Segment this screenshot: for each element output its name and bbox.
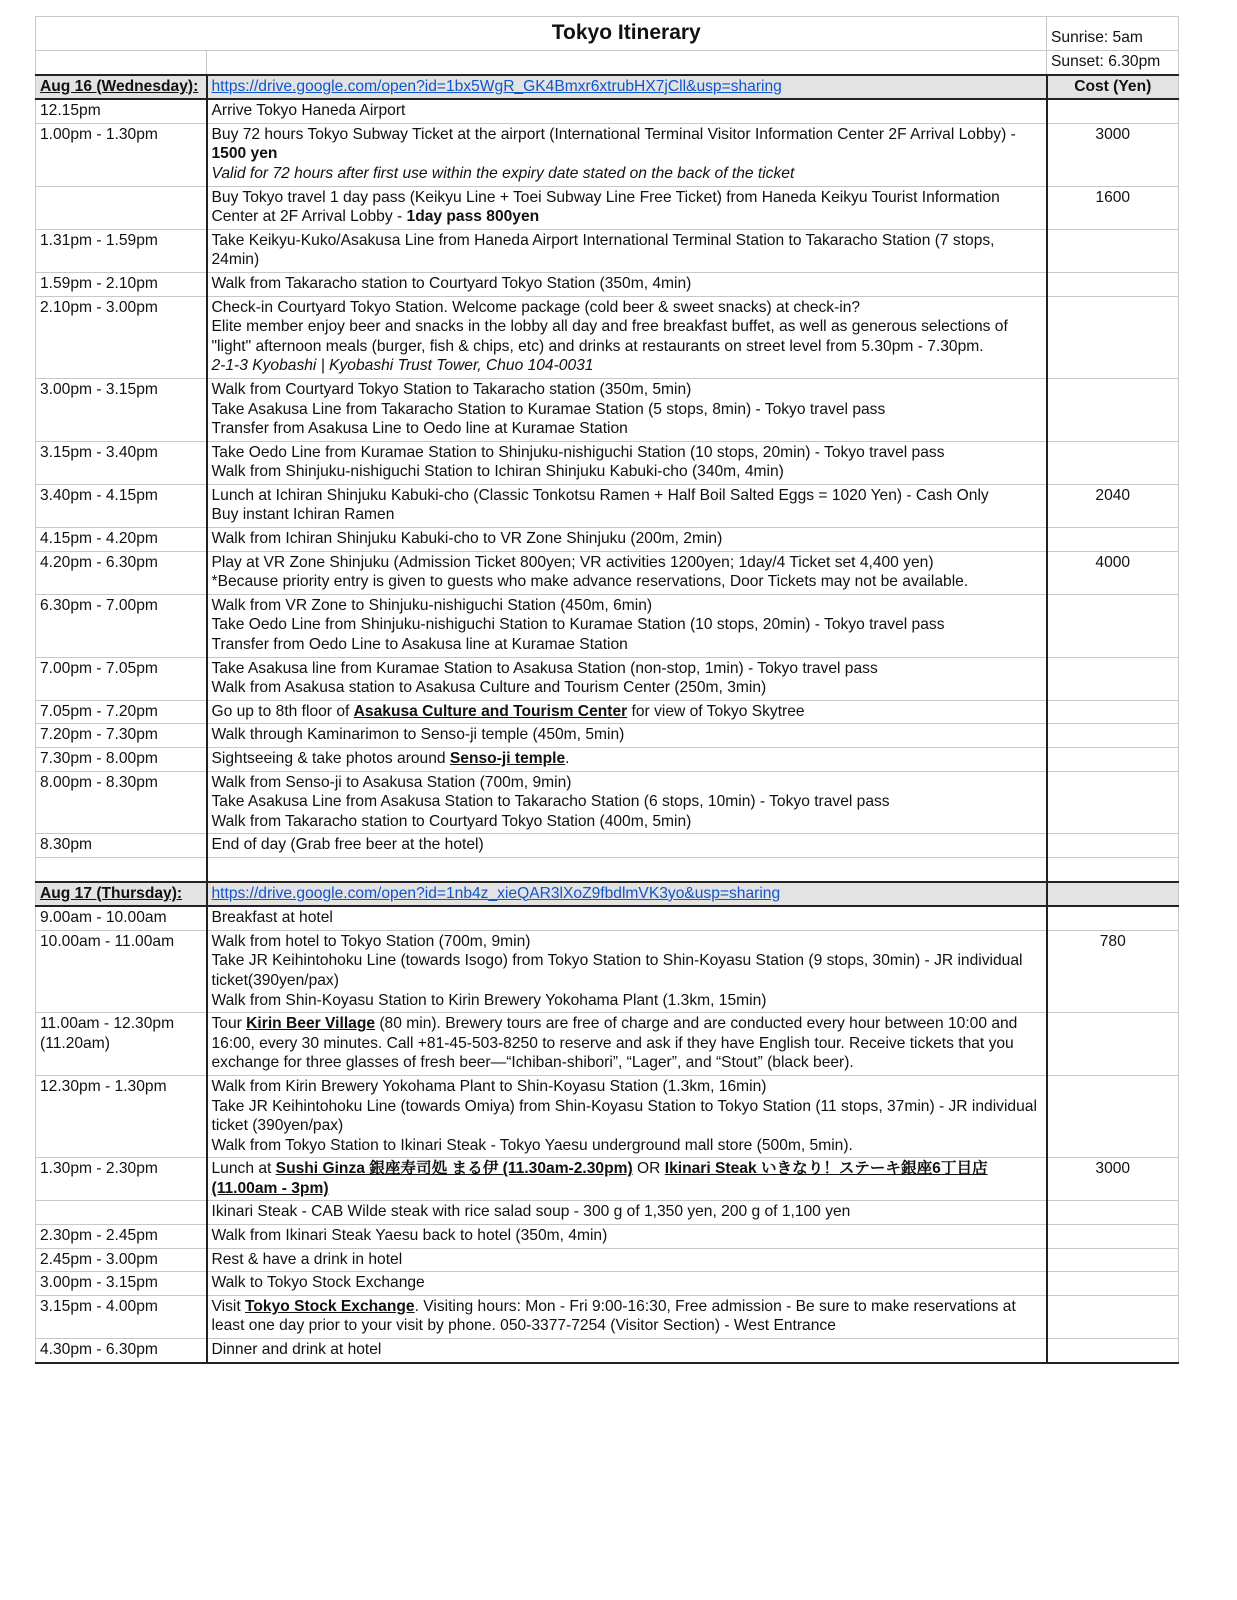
time-cell: 12.15pm — [36, 99, 207, 123]
activity-line — [212, 274, 1042, 294]
time-cell: 4.20pm - 6.30pm — [36, 551, 207, 594]
activity-line — [212, 932, 1042, 952]
time-cell: 7.30pm - 8.00pm — [36, 748, 207, 772]
time-cell: 3.15pm - 4.00pm — [36, 1295, 207, 1338]
sheet-body — [36, 17, 1179, 1363]
activity-text: Ikinari Steak - CAB Wilde steak with rice salad soup - 300 g of 1,350 yen, 200 g of 1,100 yen — [211, 1203, 851, 1221]
day2-label: Aug 17 (Thursday): — [36, 882, 207, 907]
itinerary-row — [36, 1075, 1179, 1157]
time-cell: 7.20pm - 7.30pm — [36, 724, 207, 748]
activity-text: Walk from Courtyard Tokyo Station to Takaracho station (350m, 5min) — [211, 380, 692, 398]
activity-text: Take JR Keihintohoku Line (towards Isogo) from Tokyo Station to Shin-Koyasu Station (9 stops, 30min) - JR individual ticket(390yen/pax) — [211, 952, 1023, 989]
place-link-text: Sushi Ginza 銀座寿司処 まる伊 (11.30am-2.30pm) — [275, 1160, 633, 1178]
time-cell: 6.30pm - 7.00pm — [36, 594, 207, 657]
itinerary-row — [36, 551, 1179, 594]
activity-text: Walk from Takaracho station to Courtyard Tokyo Station (350m, 4min) — [211, 274, 692, 292]
cost-cell — [1047, 441, 1179, 484]
itinerary-sheet — [35, 16, 1179, 1364]
activity-text: Transfer from Asakusa Line to Oedo line at Kuramae Station — [211, 420, 628, 438]
activity-cell — [207, 1272, 1047, 1296]
activity-line — [212, 1202, 1042, 1222]
itinerary-row — [36, 771, 1179, 834]
cost-cell — [1047, 296, 1179, 378]
activity-cell — [207, 484, 1047, 527]
activity-text: Take Asakusa Line from Takaracho Station to Kuramae Station (5 stops, 8min) - Tokyo travel pass — [211, 400, 886, 418]
time-cell: 7.00pm - 7.05pm — [36, 657, 207, 700]
blank-cell — [207, 857, 1047, 881]
cost-cell — [1047, 1295, 1179, 1338]
time-cell: 1.59pm - 2.10pm — [36, 272, 207, 296]
activity-text: Arrive Tokyo Haneda Airport — [211, 102, 406, 120]
activity-line — [212, 1014, 1042, 1073]
blank-cell — [36, 857, 207, 881]
time-cell: 9.00am - 10.00am — [36, 906, 207, 930]
activity-text: Visit — [211, 1297, 246, 1315]
activity-line — [212, 164, 1042, 184]
sunrise-cell: Sunrise: 5am — [1047, 17, 1179, 51]
activity-line — [212, 356, 1042, 376]
activity-line — [212, 951, 1042, 990]
activity-text: Rest & have a drink in hotel — [211, 1250, 403, 1268]
activity-text: Buy Tokyo travel 1 day pass (Keikyu Line + Toei Subway Line Free Ticket) from Haneda Keikyu Tourist Information Center at 2F Arrival Lobby - — [211, 188, 1000, 226]
activity-line — [212, 1340, 1042, 1360]
activity-cell — [207, 123, 1047, 186]
time-cell: 3.00pm - 3.15pm — [36, 1272, 207, 1296]
time-cell: 7.05pm - 7.20pm — [36, 700, 207, 724]
activity-line — [212, 505, 1042, 525]
activity-line — [212, 615, 1042, 635]
activity-line — [212, 659, 1042, 679]
activity-text: 1500 yen — [211, 145, 278, 163]
activity-line — [212, 572, 1042, 592]
itinerary-row — [36, 1013, 1179, 1076]
activity-text: Walk from hotel to Tokyo Station (700m, 9min) — [211, 932, 531, 950]
activity-text: Breakfast at hotel — [211, 909, 333, 927]
activity-line — [212, 749, 1042, 769]
sunset-cell: Sunset: 6.30pm — [1047, 51, 1179, 75]
activity-cell — [207, 1013, 1047, 1076]
activity-text: 2-1-3 Kyobashi | Kyobashi Trust Tower, Chuo 104-0031 — [211, 357, 594, 375]
blank-row — [36, 857, 1179, 881]
cost-cell — [1047, 657, 1179, 700]
activity-text: Buy 72 hours Tokyo Subway Ticket at the airport (International Terminal Visitor Information Center 2F Arrival Lobby) - — [211, 125, 1016, 143]
day1-drive-link[interactable]: https://drive.google.com/open?id=1bx5WgR_GK4Bmxr6xtrubHX7jCll&usp=sharing — [211, 77, 782, 95]
time-cell — [36, 1201, 207, 1225]
itinerary-row — [36, 99, 1179, 123]
time-cell — [36, 186, 207, 229]
activity-cell — [207, 186, 1047, 229]
activity-line — [212, 188, 1042, 227]
activity-text: 1day pass 800yen — [406, 208, 540, 226]
itinerary-row — [36, 930, 1179, 1012]
cost-header: Cost (Yen) — [1047, 75, 1179, 100]
itinerary-row — [36, 186, 1179, 229]
activity-line — [212, 125, 1042, 164]
activity-line — [212, 596, 1042, 616]
cost-cell — [1047, 906, 1179, 930]
time-cell: 3.15pm - 3.40pm — [36, 441, 207, 484]
time-cell: 2.45pm - 3.00pm — [36, 1248, 207, 1272]
blank-cell — [1047, 857, 1179, 881]
time-cell: 12.30pm - 1.30pm — [36, 1075, 207, 1157]
activity-text: Go up to 8th floor of — [211, 702, 354, 720]
cost-cell — [1047, 724, 1179, 748]
activity-line — [212, 101, 1042, 121]
activity-cell — [207, 594, 1047, 657]
activity-cell — [207, 906, 1047, 930]
activity-line — [212, 635, 1042, 655]
activity-text: Elite member enjoy beer and snacks in the lobby all day and free breakfast buffet, as well as generous selections of "light" afternoon meals (burger, fish & chips, etc) and drinks at restaurants on street level from 5.30pm - 7.30pm. — [211, 318, 1008, 355]
activity-cell — [207, 1158, 1047, 1201]
itinerary-row — [36, 724, 1179, 748]
activity-cell — [207, 272, 1047, 296]
cost-cell: 3000 — [1047, 1158, 1179, 1201]
activity-cell — [207, 441, 1047, 484]
activity-line — [212, 298, 1042, 318]
activity-cell — [207, 1295, 1047, 1338]
activity-line — [212, 1097, 1042, 1136]
time-cell: 1.31pm - 1.59pm — [36, 229, 207, 272]
itinerary-row — [36, 272, 1179, 296]
activity-cell — [207, 724, 1047, 748]
cost-cell — [1047, 1075, 1179, 1157]
activity-line — [212, 553, 1042, 573]
sunset-mid-cell — [207, 51, 1047, 75]
cost-cell — [1047, 528, 1179, 552]
cost-cell — [1047, 1201, 1179, 1225]
activity-text: *Because priority entry is given to guests who make advance reservations, Door Tickets may not be available. — [211, 573, 969, 591]
itinerary-row — [36, 1295, 1179, 1338]
cost-cell — [1047, 378, 1179, 441]
activity-text: Walk from Ikinari Steak Yaesu back to hotel (350m, 4min) — [211, 1227, 608, 1245]
activity-line — [212, 419, 1042, 439]
itinerary-row — [36, 296, 1179, 378]
activity-cell — [207, 657, 1047, 700]
cost-cell — [1047, 99, 1179, 123]
activity-cell — [207, 834, 1047, 858]
time-cell: 4.30pm - 6.30pm — [36, 1339, 207, 1363]
activity-text: Walk from VR Zone to Shinjuku-nishiguchi Station (450m, 6min) — [211, 596, 653, 614]
activity-text: Walk from Shinjuku-nishiguchi Station to Ichiran Shinjuku Kabuki-cho (340m, 4min) — [211, 463, 784, 481]
cost-cell — [1047, 272, 1179, 296]
activity-line — [212, 1077, 1042, 1097]
title-row — [36, 17, 1179, 51]
activity-cell — [207, 1225, 1047, 1249]
time-cell: 2.10pm - 3.00pm — [36, 296, 207, 378]
cost-cell — [1047, 1225, 1179, 1249]
activity-text: Sightseeing & take photos around — [211, 750, 450, 767]
activity-line — [212, 991, 1042, 1011]
itinerary-row — [36, 834, 1179, 858]
activity-line — [212, 725, 1042, 745]
activity-line — [212, 400, 1042, 420]
day2-cost-header-cell — [1047, 882, 1179, 907]
day2-header-row — [36, 882, 1179, 907]
time-cell: 4.15pm - 4.20pm — [36, 528, 207, 552]
activity-text: Walk from Takaracho station to Courtyard Tokyo Station (400m, 5min) — [211, 812, 692, 830]
activity-line — [212, 529, 1042, 549]
activity-cell — [207, 771, 1047, 834]
activity-text: . — [565, 750, 570, 767]
sunset-row — [36, 51, 1179, 75]
activity-line — [212, 443, 1042, 463]
cost-cell — [1047, 1339, 1179, 1363]
time-cell: 2.30pm - 2.45pm — [36, 1225, 207, 1249]
activity-text: Walk from Ichiran Shinjuku Kabuki-cho to VR Zone Shinjuku (200m, 2min) — [211, 530, 723, 548]
time-cell: 3.40pm - 4.15pm — [36, 484, 207, 527]
cost-cell — [1047, 771, 1179, 834]
activity-cell — [207, 378, 1047, 441]
activity-line — [212, 792, 1042, 812]
activity-text: for view of Tokyo Skytree — [627, 702, 805, 720]
cost-cell — [1047, 229, 1179, 272]
activity-text: Take JR Keihintohoku Line (towards Omiya) from Shin-Koyasu Station to Tokyo Station (11 stops, 37min) - JR individual ticket (390yen/pax) — [211, 1097, 1037, 1135]
cost-cell — [1047, 1248, 1179, 1272]
itinerary-row — [36, 1339, 1179, 1363]
activity-line — [212, 380, 1042, 400]
place-link-text: Senso-ji temple — [449, 750, 566, 767]
activity-text: Walk from Asakusa station to Asakusa Culture and Tourism Center (250m, 3min) — [211, 679, 767, 697]
activity-text: . Visiting hours: Mon - Fri 9:00-16:30, Free admission - Be sure to make reservations at least one day prior to your visit by phone. 050-3377-7254 (Visitor Section) - West Entrance — [211, 1297, 1016, 1335]
itinerary-row — [36, 748, 1179, 772]
cost-cell: 1600 — [1047, 186, 1179, 229]
activity-text: Walk from Senso-ji to Asakusa Station (700m, 9min) — [211, 773, 572, 791]
itinerary-row — [36, 378, 1179, 441]
time-cell: 1.30pm - 2.30pm — [36, 1158, 207, 1201]
time-cell: 1.00pm - 1.30pm — [36, 123, 207, 186]
activity-text: Play at VR Zone Shinjuku (Admission Ticket 800yen; VR activities 1200yen; 1day/4 Ticket set 4,400 yen) — [211, 553, 934, 571]
activity-text: Buy instant Ichiran Ramen — [211, 506, 395, 524]
activity-text: Take Keikyu-Kuko/Asakusa Line from Haneda Airport International Terminal Station to Takaracho Station (7 stops, 24min) — [211, 231, 995, 269]
activity-line — [212, 486, 1042, 506]
activity-line — [212, 812, 1042, 832]
activity-cell — [207, 1201, 1047, 1225]
activity-cell — [207, 930, 1047, 1012]
activity-text: Lunch at — [211, 1160, 276, 1178]
itinerary-row — [36, 441, 1179, 484]
activity-text: Take Oedo Line from Shinjuku-nishiguchi Station to Kuramae Station (10 stops, 20min) - Tokyo travel pass — [211, 616, 945, 634]
activity-text: Walk from Shin-Koyasu Station to Kirin Brewery Yokohama Plant (1.3km, 15min) — [211, 991, 767, 1009]
place-link-text: Ikinari Steak いきなり！ステーキ銀座6丁目店 (11.00am - 3pm) — [211, 1160, 988, 1197]
activity-cell — [207, 528, 1047, 552]
itinerary-row — [36, 1158, 1179, 1201]
itinerary-row — [36, 123, 1179, 186]
time-cell: 8.00pm - 8.30pm — [36, 771, 207, 834]
sunset-left-cell — [36, 51, 207, 75]
place-link-text: Kirin Beer Village — [246, 1015, 376, 1033]
activity-cell — [207, 1339, 1047, 1363]
activity-text: Walk from Kirin Brewery Yokohama Plant to Shin-Koyasu Station (1.3km, 16min) — [211, 1077, 767, 1095]
activity-cell — [207, 229, 1047, 272]
cost-cell — [1047, 1013, 1179, 1076]
cost-cell: 780 — [1047, 930, 1179, 1012]
activity-cell — [207, 700, 1047, 724]
day1-header-row — [36, 75, 1179, 100]
cost-cell: 4000 — [1047, 551, 1179, 594]
activity-line — [212, 1136, 1042, 1156]
cost-cell: 2040 — [1047, 484, 1179, 527]
activity-cell — [207, 551, 1047, 594]
title-left-cell — [36, 17, 207, 51]
activity-text: Lunch at Ichiran Shinjuku Kabuki-cho (Classic Tonkotsu Ramen + Half Boil Salted Eggs = 1020 Yen) - Cash Only — [211, 486, 989, 504]
itinerary-row — [36, 1248, 1179, 1272]
page-title: Tokyo Itinerary — [207, 17, 1047, 51]
activity-text: Dinner and drink at hotel — [211, 1341, 382, 1359]
cost-cell — [1047, 700, 1179, 724]
itinerary-row — [36, 484, 1179, 527]
activity-cell — [207, 1248, 1047, 1272]
place-link-text: Tokyo Stock Exchange — [245, 1297, 415, 1315]
activity-line — [212, 317, 1042, 356]
cost-cell — [1047, 1272, 1179, 1296]
cost-cell — [1047, 594, 1179, 657]
place-link-text: Asakusa Culture and Tourism Center — [353, 702, 628, 720]
activity-text: Walk through Kaminarimon to Senso-ji temple (450m, 5min) — [211, 726, 625, 744]
activity-line — [212, 231, 1042, 270]
itinerary-row — [36, 1225, 1179, 1249]
day2-drive-link[interactable]: https://drive.google.com/open?id=1nb4z_xieQAR3lXoZ9fbdlmVK3yo&usp=sharing — [211, 884, 781, 902]
activity-cell — [207, 748, 1047, 772]
itinerary-row — [36, 528, 1179, 552]
time-cell: 8.30pm — [36, 834, 207, 858]
activity-cell — [207, 1075, 1047, 1157]
activity-line — [212, 462, 1042, 482]
activity-text: Walk from Tokyo Station to Ikinari Steak - Tokyo Yaesu underground mall store (500m, 5min). — [211, 1136, 853, 1154]
activity-text: Valid for 72 hours after first use within the expiry date stated on the back of the ticket — [211, 164, 795, 182]
cost-cell: 3000 — [1047, 123, 1179, 186]
activity-line — [212, 1273, 1042, 1293]
day1-label: Aug 16 (Wednesday): — [36, 75, 207, 100]
activity-text: OR — [632, 1160, 665, 1178]
cost-cell — [1047, 834, 1179, 858]
itinerary-row — [36, 700, 1179, 724]
activity-line — [212, 908, 1042, 928]
activity-line — [212, 835, 1042, 855]
activity-line — [212, 773, 1042, 793]
day2-link-cell — [207, 882, 1047, 907]
itinerary-row — [36, 1201, 1179, 1225]
time-cell: 11.00am - 12.30pm (11.20am) — [36, 1013, 207, 1076]
activity-text: End of day (Grab free beer at the hotel) — [211, 836, 484, 854]
activity-text: Take Oedo Line from Kuramae Station to Shinjuku-nishiguchi Station (10 stops, 20min) - Tokyo travel pass — [211, 443, 945, 461]
itinerary-row — [36, 229, 1179, 272]
activity-text: (80 min). Brewery tours are free of charge and are conducted every hour between 10:00 and 16:00, every 30 minutes. Call +81-45-503-8250 to reserve and ask if they have English tour. Receive tickets that you exchange for three glasses of fresh beer—“Ichiban-shibori”, “Lager”, and “Stout” (black beer). — [211, 1015, 1018, 1072]
itinerary-row — [36, 594, 1179, 657]
time-cell: 10.00am - 11.00am — [36, 930, 207, 1012]
itinerary-row — [36, 906, 1179, 930]
activity-text: Check-in Courtyard Tokyo Station. Welcome package (cold beer & sweet snacks) at check-in? — [211, 298, 861, 316]
time-cell: 3.00pm - 3.15pm — [36, 378, 207, 441]
activity-line — [212, 1297, 1042, 1336]
itinerary-row — [36, 1272, 1179, 1296]
activity-line — [212, 678, 1042, 698]
day1-link-cell — [207, 75, 1047, 100]
activity-text: Take Asakusa Line from Asakusa Station to Takaracho Station (6 stops, 10min) - Tokyo travel pass — [211, 793, 890, 811]
activity-line — [212, 1226, 1042, 1246]
cost-cell — [1047, 748, 1179, 772]
activity-line — [212, 1159, 1042, 1198]
activity-line — [212, 1250, 1042, 1270]
activity-cell — [207, 296, 1047, 378]
activity-line — [212, 702, 1042, 722]
activity-text: Transfer from Oedo Line to Asakusa line at Kuramae Station — [211, 636, 628, 654]
activity-text: Take Asakusa line from Kuramae Station to Asakusa Station (non-stop, 1min) - Tokyo travel pass — [211, 659, 878, 677]
activity-cell — [207, 99, 1047, 123]
activity-text: Walk to Tokyo Stock Exchange — [211, 1274, 425, 1292]
itinerary-row — [36, 657, 1179, 700]
activity-text: Tour — [211, 1015, 247, 1033]
